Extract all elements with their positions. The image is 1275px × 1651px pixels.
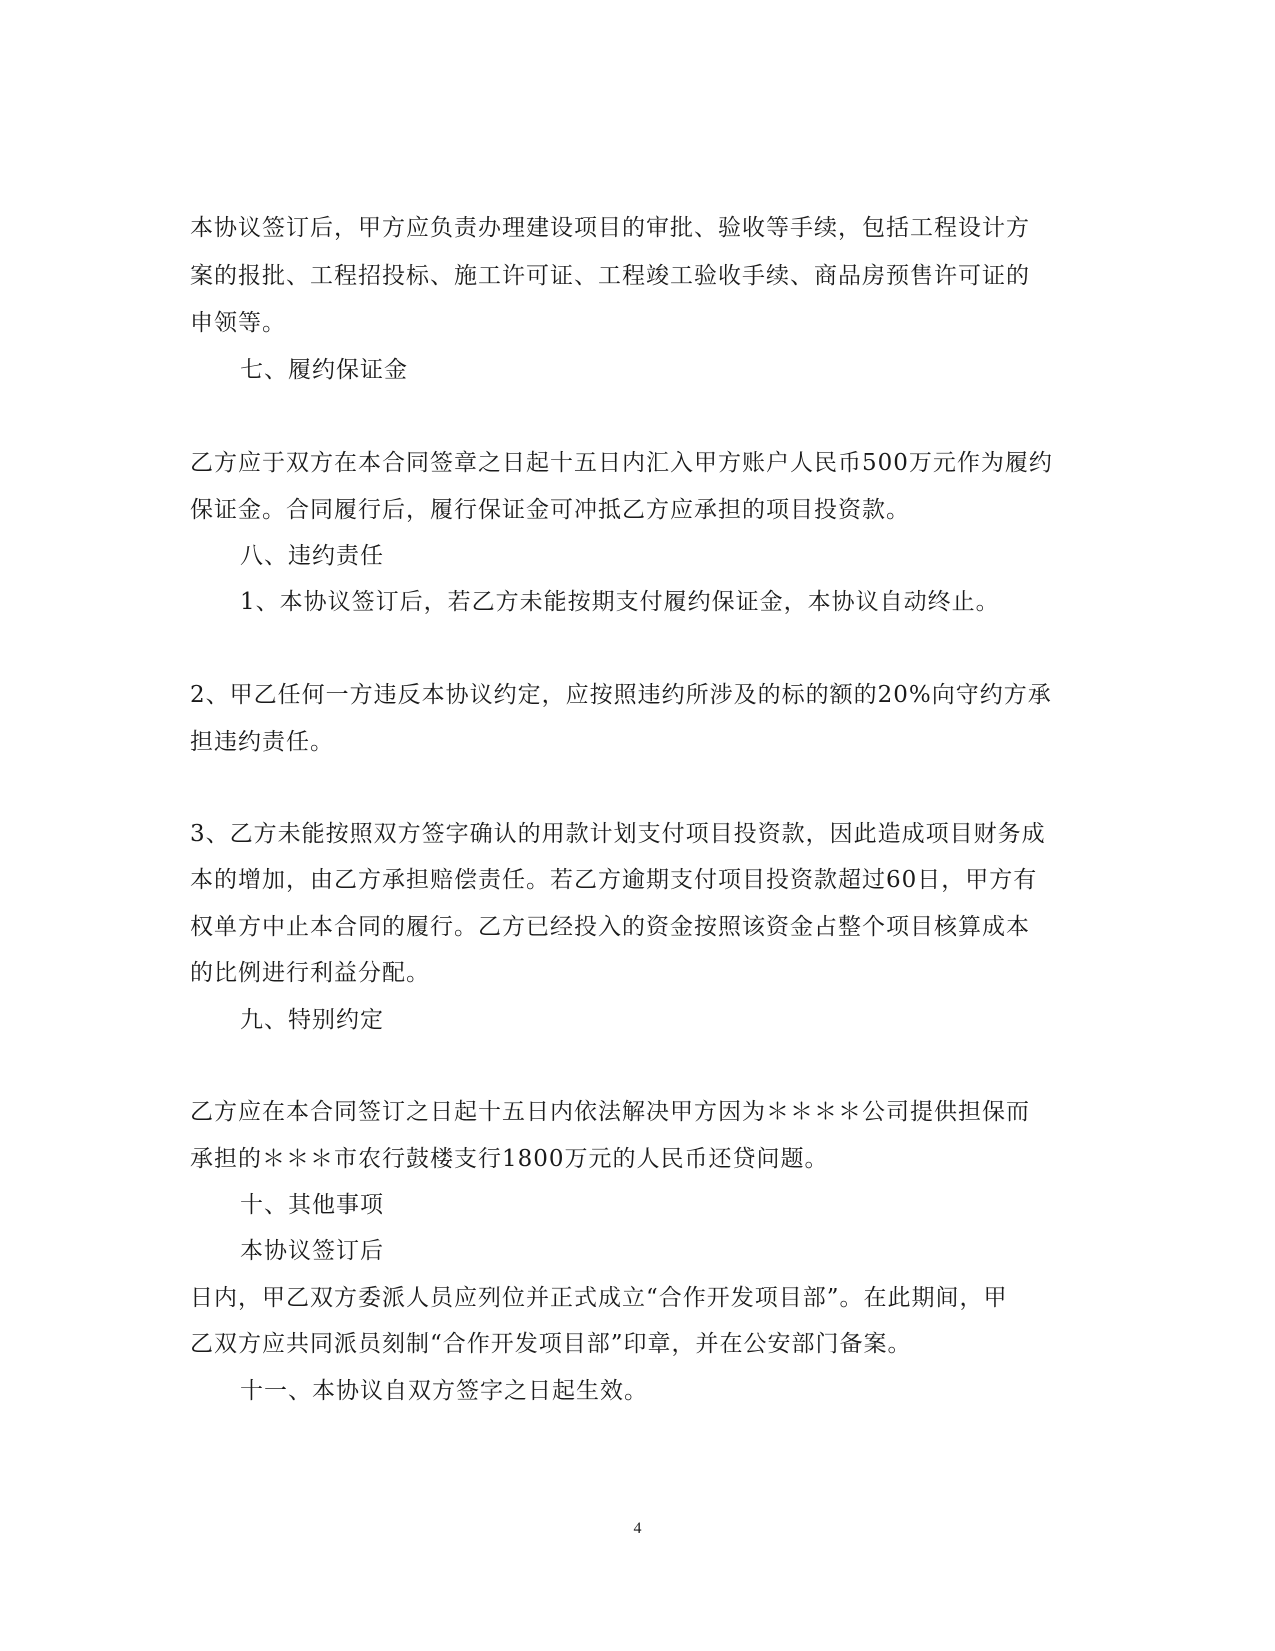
- body-text-line: 担违约责任。: [190, 729, 334, 755]
- body-text-line: 乙方应在本合同签订之日起十五日内依法解决甲方因为＊＊＊＊公司提供担保而: [190, 1099, 1030, 1125]
- page-number: 4: [633, 1520, 642, 1537]
- body-text-line: 权单方中止本合同的履行。乙方已经投入的资金按照该资金占整个项目核算成本: [190, 914, 1030, 940]
- section-heading-breach-liability: 八、违约责任: [240, 543, 384, 569]
- clause-item: 1、本协议签订后，若乙方未能按期支付履约保证金，本协议自动终止。: [240, 589, 1000, 615]
- body-text-line: 保证金。合同履行后，履行保证金可冲抵乙方应承担的项目投资款。: [190, 497, 910, 523]
- body-text-line: 本协议签订后: [240, 1238, 384, 1264]
- body-text-line: 承担的＊＊＊市农行鼓楼支行1800万元的人民币还贷问题。: [190, 1146, 829, 1172]
- body-text-line: 本的增加，由乙方承担赔偿责任。若乙方逾期支付项目投资款超过60日，甲方有: [190, 867, 1038, 893]
- section-heading-performance-bond: 七、履约保证金: [240, 357, 408, 383]
- body-text-line: 申领等。: [190, 310, 286, 336]
- body-text-line: 乙方应于双方在本合同签章之日起十五日内汇入甲方账户人民币500万元作为履约: [190, 450, 1053, 476]
- body-text-line: 案的报批、工程招投标、施工许可证、工程竣工验收手续、商品房预售许可证的: [190, 263, 1030, 289]
- clause-item: 2、甲乙任何一方违反本协议约定，应按照违约所涉及的标的额的20%向守约方承: [190, 682, 1052, 708]
- section-heading-special-terms: 九、特别约定: [240, 1007, 384, 1033]
- body-text-line: 本协议签订后，甲方应负责办理建设项目的审批、验收等手续，包括工程设计方: [190, 215, 1030, 241]
- body-text-line: 的比例进行利益分配。: [190, 960, 430, 986]
- section-heading-other-matters: 十、其他事项: [240, 1192, 384, 1218]
- section-heading-effectiveness: 十一、本协议自双方签字之日起生效。: [240, 1378, 648, 1404]
- clause-item: 3、乙方未能按照双方签字确认的用款计划支付项目投资款，因此造成项目财务成: [190, 821, 1046, 847]
- body-text-line: 日内，甲乙双方委派人员应列位并正式成立“合作开发项目部”。在此期间，甲: [190, 1285, 1008, 1311]
- body-text-line: 乙双方应共同派员刻制“合作开发项目部”印章，并在公安部门备案。: [190, 1331, 912, 1357]
